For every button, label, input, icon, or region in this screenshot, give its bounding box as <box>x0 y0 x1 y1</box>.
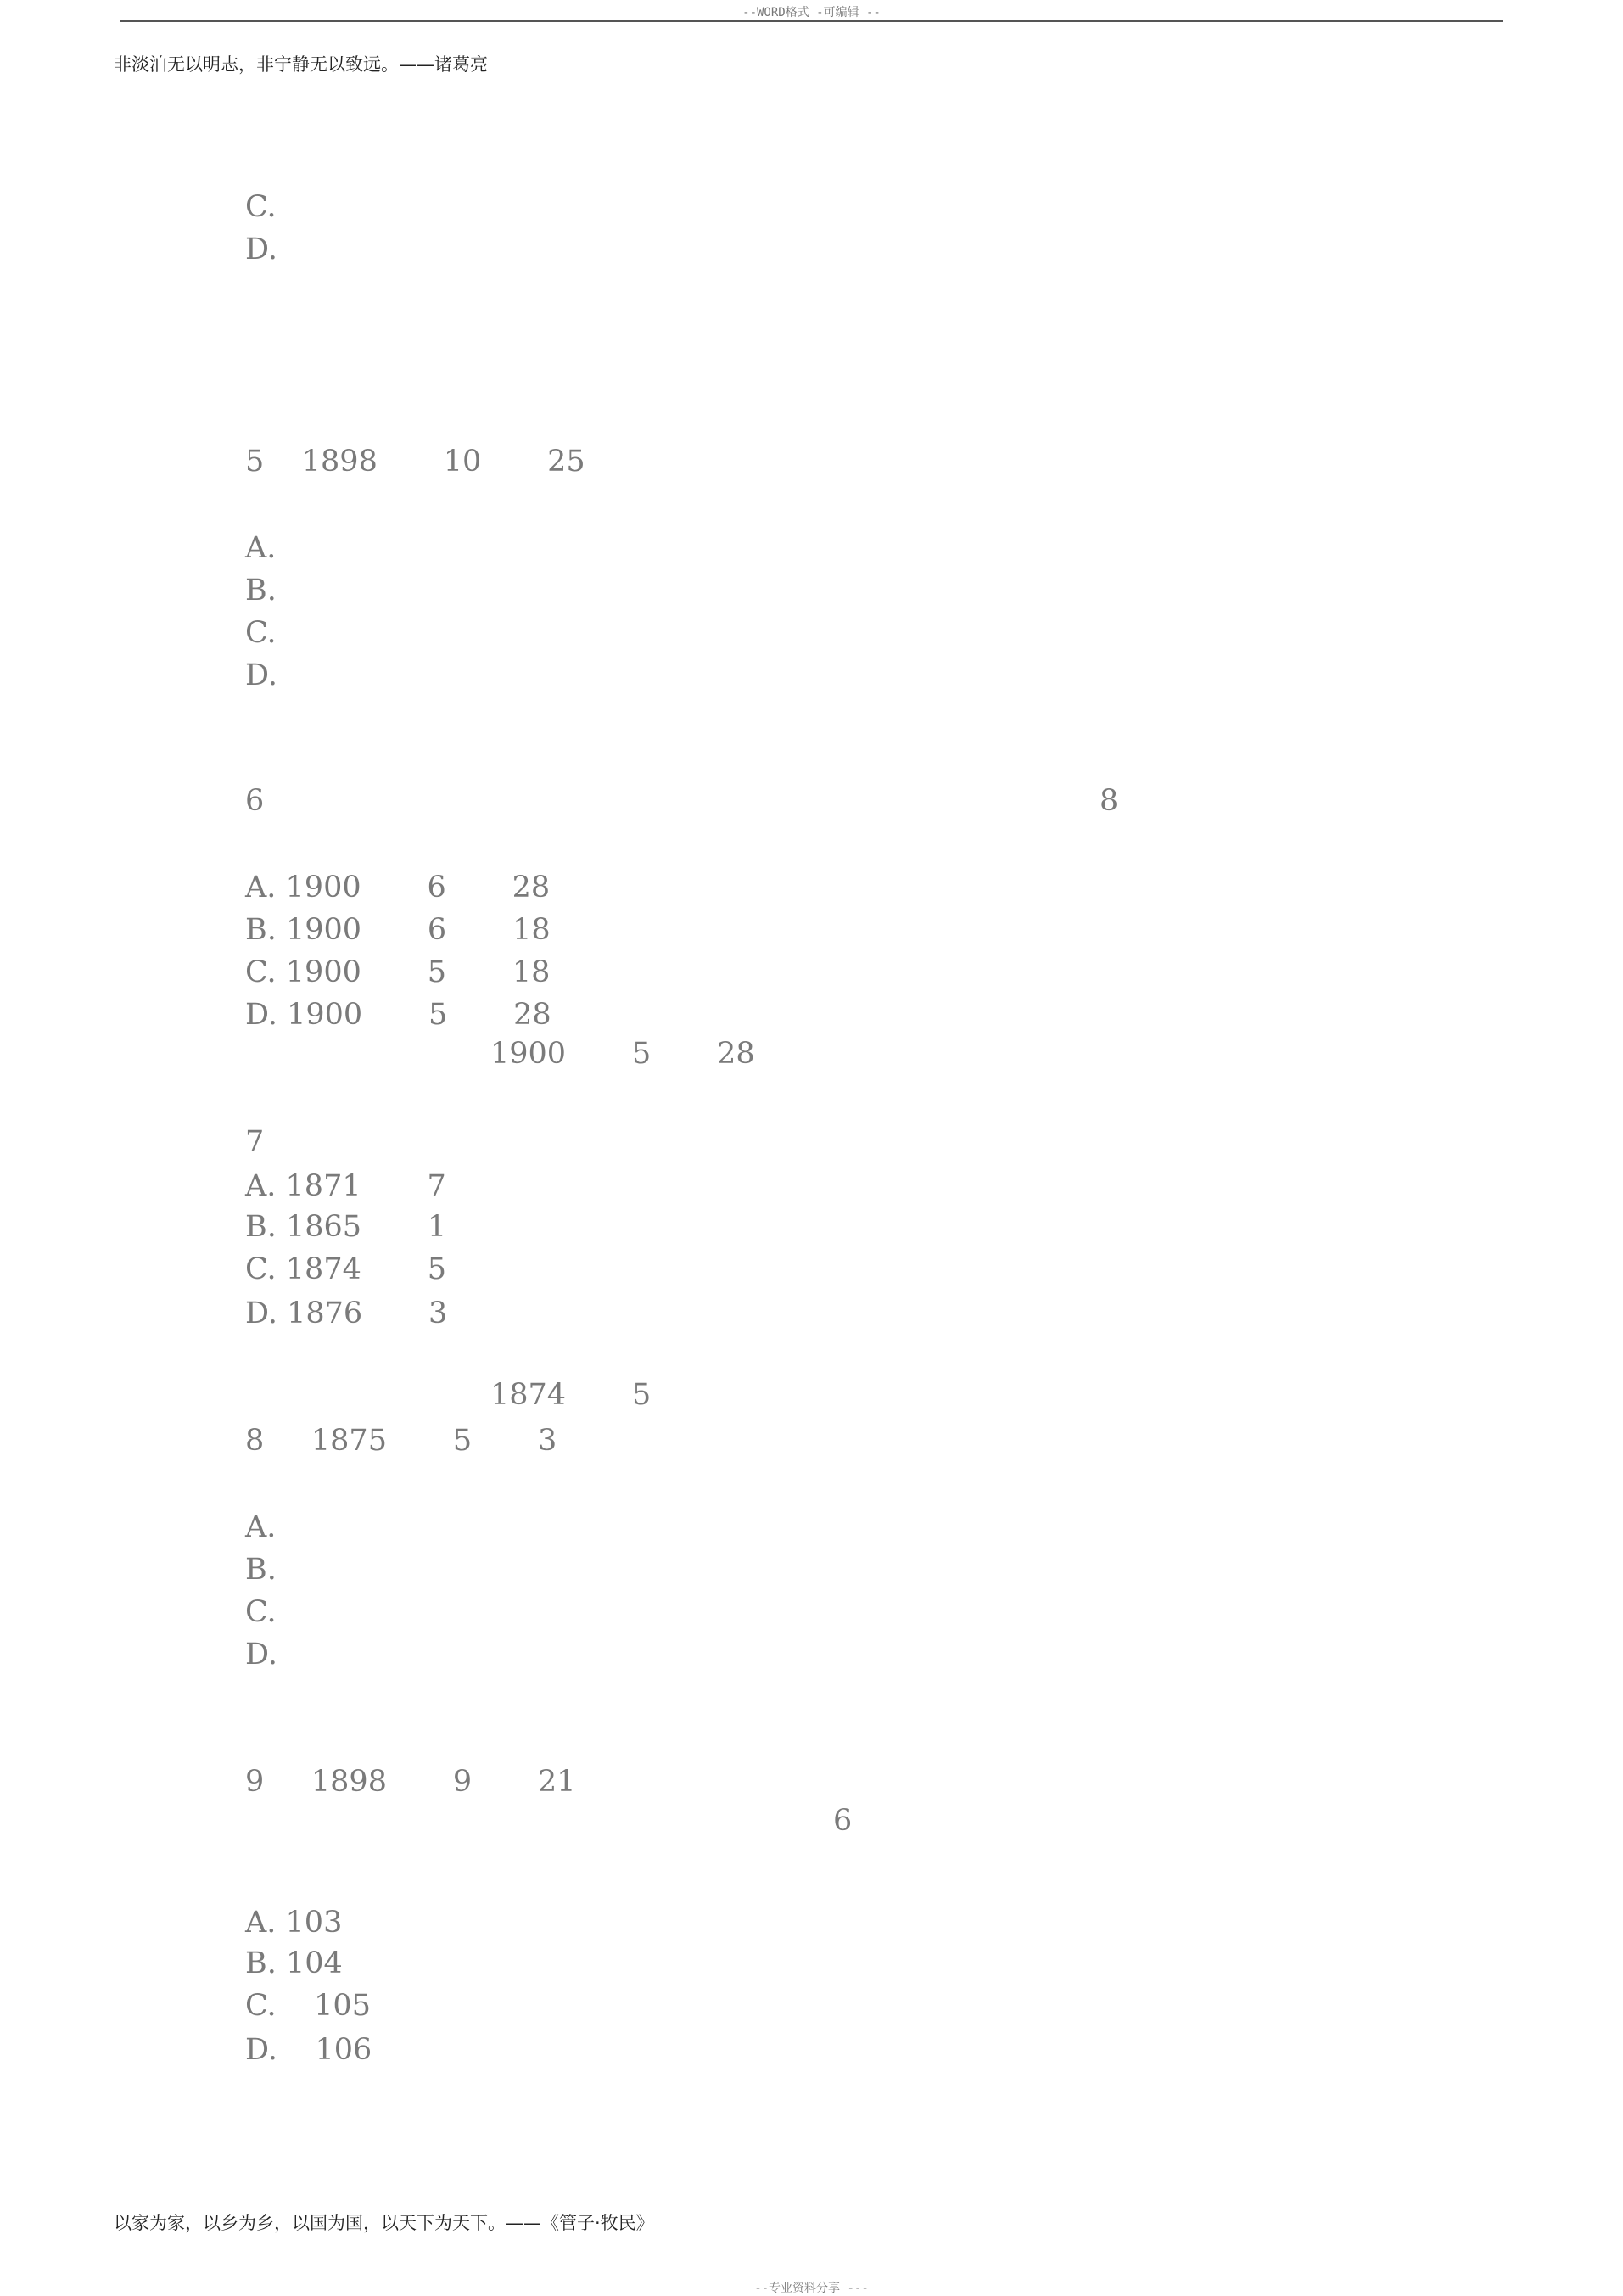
option-line: C. 1874 5 <box>245 1252 447 1286</box>
option-line: B. 1900 6 18 <box>245 913 551 947</box>
option-line: B. 1865 1 <box>245 1210 447 1244</box>
answer-line: 1874 5 <box>490 1378 652 1412</box>
option-line: D. 1900 5 28 <box>245 998 551 1032</box>
header-quote: 非淡泊无以明志，非宁静无以致远。——诸葛亮 <box>114 54 488 75</box>
option-line: C. 105 <box>245 1989 371 2023</box>
option-line: D. <box>245 232 277 266</box>
page-footer-label: --专业资料分享 --- <box>754 2282 869 2295</box>
question-line: 9 1898 9 21 <box>245 1765 576 1799</box>
option-line: A. 1871 7 <box>245 1169 446 1203</box>
option-line: A. 1900 6 28 <box>245 871 551 904</box>
option-line: C. <box>245 1595 277 1629</box>
option-line: D. <box>245 1638 277 1672</box>
page-header-label: --WORD格式 -可编辑 -- <box>742 6 881 20</box>
option-line: D. 106 <box>245 2033 372 2067</box>
option-line: A. <box>245 531 277 565</box>
question-line: 8 1875 5 3 <box>245 1424 557 1458</box>
question-line: 6 <box>245 784 265 818</box>
option-line: C. <box>245 616 277 650</box>
question-line: 7 <box>245 1125 265 1159</box>
option-line: D. 1876 3 <box>245 1296 448 1330</box>
option-line: B. <box>245 574 277 608</box>
answer-line: 1900 5 28 <box>490 1037 755 1071</box>
option-line: C. <box>245 190 277 224</box>
option-line: B. <box>245 1553 277 1587</box>
option-line: D. <box>245 658 277 692</box>
option-line: B. 104 <box>245 1946 343 1980</box>
option-line: A. 103 <box>245 1906 343 1940</box>
option-line: C. 1900 5 18 <box>245 955 551 989</box>
option-line: A. <box>245 1510 277 1544</box>
question-line: 8 <box>1100 784 1119 818</box>
footer-quote: 以家为家，以乡为乡，以国为国，以天下为天下。——《管子·牧民》 <box>114 2213 654 2233</box>
question-line: 6 <box>833 1804 853 1838</box>
header-rule <box>120 20 1503 22</box>
question-line: 5 1898 10 25 <box>245 445 585 479</box>
